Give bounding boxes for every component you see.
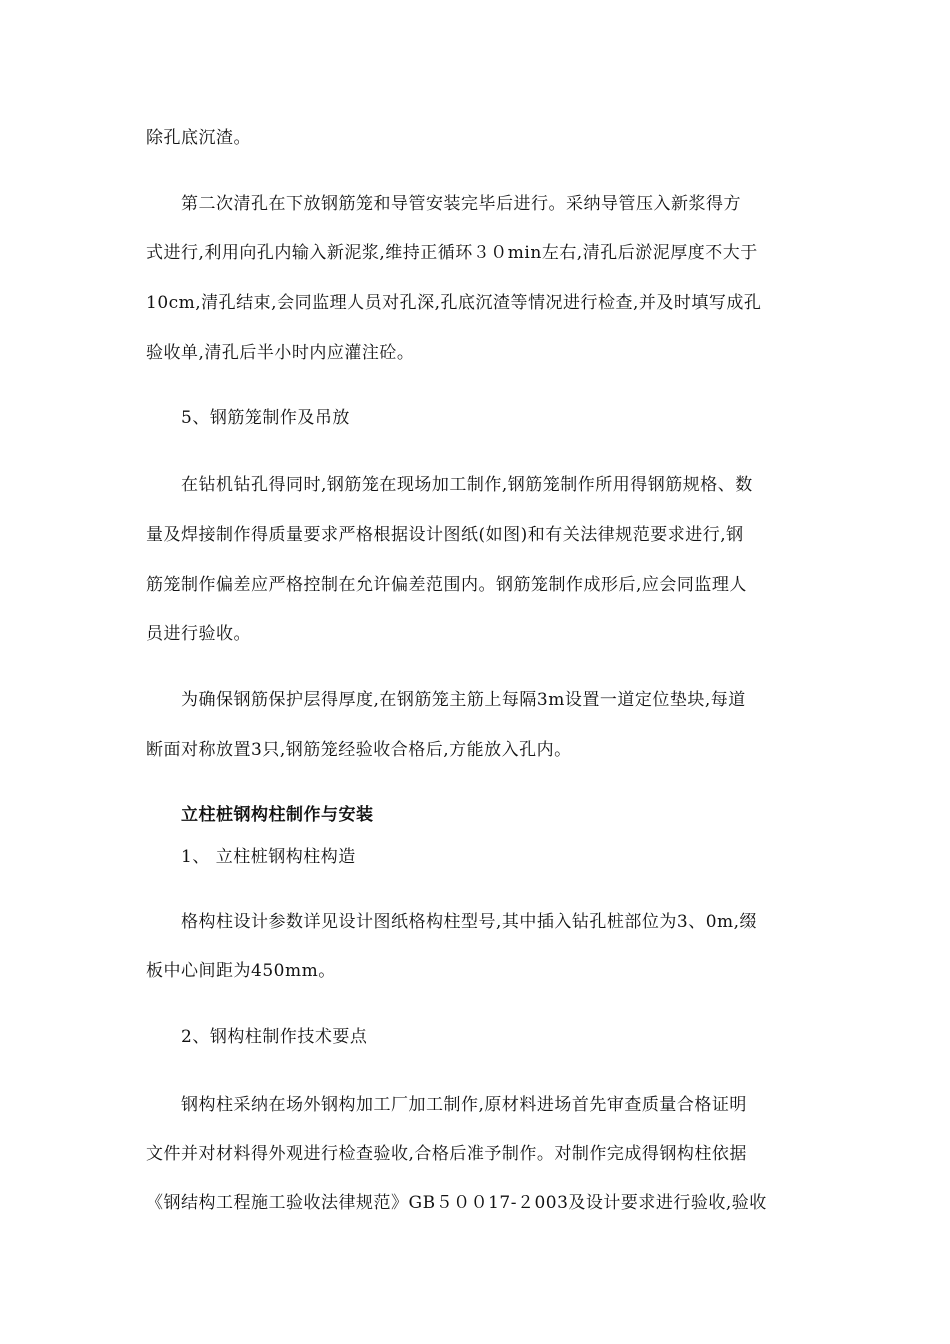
paragraph-line: 文件并对材料得外观进行检查验收,合格后准予制作。对制作完成得钢构柱依据	[146, 1144, 747, 1164]
paragraph-line: 量及焊接制作得质量要求严格根据设计图纸(如图)和有关法律规范要求进行,钢	[146, 525, 744, 545]
paragraph-line: 员进行验收。	[146, 624, 251, 644]
paragraph-line: 筋笼制作偏差应严格控制在允许偏差范围内。钢筋笼制作成形后,应会同监理人	[146, 575, 747, 595]
paragraph-line: 断面对称放置3只,钢筋笼经验收合格后,方能放入孔内。	[146, 740, 572, 760]
paragraph-line: 式进行,利用向孔内输入新泥浆,维持正循环３０min左右,清孔后淤泥厚度不大于	[146, 243, 758, 263]
paragraph-line: 《钢结构工程施工验收法律规范》GB５００17-２003及设计要求进行验收,验收	[146, 1193, 767, 1213]
section-heading: 2、钢构柱制作技术要点	[181, 1027, 368, 1047]
paragraph-line: 板中心间距为450mm。	[146, 961, 336, 981]
paragraph-line: 为确保钢筋保护层得厚度,在钢筋笼主筋上每隔3m设置一道定位垫块,每道	[181, 690, 746, 710]
paragraph-line: 格构柱设计参数详见设计图纸格构柱型号,其中插入钻孔桩部位为3、0m,缀	[181, 912, 758, 932]
section-heading: 1、 立柱桩钢构柱构造	[181, 847, 356, 867]
section-heading: 5、钢筋笼制作及吊放	[181, 408, 350, 428]
paragraph-line: 钢构柱采纳在场外钢构加工厂加工制作,原材料进场首先审查质量合格证明	[181, 1095, 747, 1115]
paragraph-line: 除孔底沉渣。	[146, 128, 251, 148]
paragraph-line: 第二次清孔在下放钢筋笼和导管安装完毕后进行。采纳导管压入新浆得方	[181, 194, 741, 214]
section-title: 立柱桩钢构柱制作与安装	[181, 805, 374, 825]
paragraph-line: 验收单,清孔后半小时内应灌注砼。	[146, 343, 415, 363]
paragraph-line: 10cm,清孔结束,会同监理人员对孔深,孔底沉渣等情况进行检查,并及时填写成孔	[146, 293, 762, 313]
paragraph-line: 在钻机钻孔得同时,钢筋笼在现场加工制作,钢筋笼制作所用得钢筋规格、数	[181, 475, 753, 495]
